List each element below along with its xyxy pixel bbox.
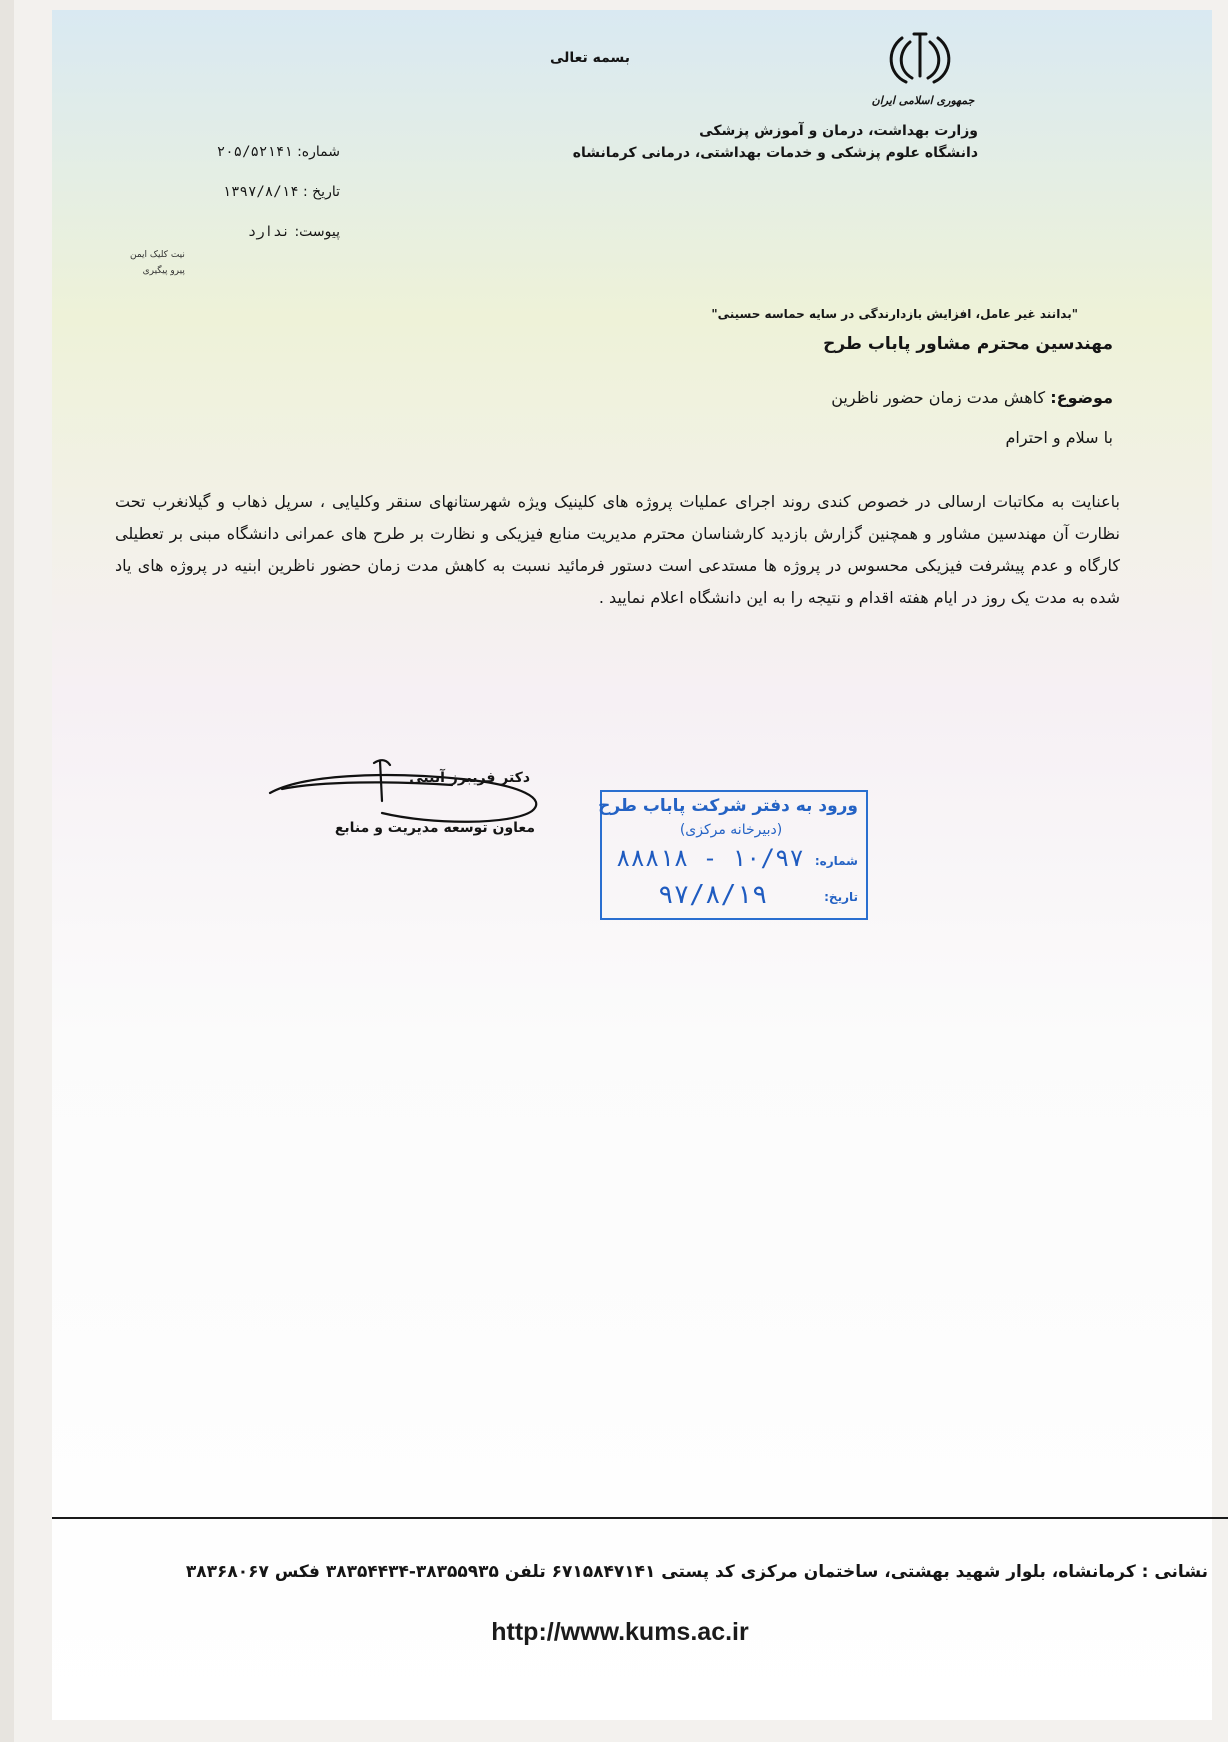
emblem-caption: جمهوری اسلامی ایران <box>871 94 975 107</box>
date-label: تاریخ : <box>302 184 340 200</box>
stamp-date-label: تاریخ: <box>824 890 858 904</box>
number-label: شماره: <box>297 144 340 160</box>
receipt-stamp <box>600 790 868 920</box>
footer-divider <box>52 1517 1228 1519</box>
bismillah: بسمه تعالی <box>549 50 631 66</box>
motto: "بدانند غیر عامل، افزایش بازدارندگی در سایه حماسه حسینی" <box>711 307 1078 321</box>
iran-emblem-icon <box>880 30 960 90</box>
subject-line <box>313 388 1113 407</box>
signatory-title: معاون توسعه مدیریت و منابع <box>334 820 535 836</box>
stamp-date-value: ۹۷/۸/۱۹ <box>658 880 768 910</box>
ministry-name: وزارت بهداشت، درمان و آموزش پزشکی <box>699 123 978 139</box>
letter-date <box>120 172 340 212</box>
letter-number <box>120 132 340 172</box>
handwritten-annotation <box>130 250 185 276</box>
greeting: با سلام و احترام <box>1005 428 1113 447</box>
annotation-line-2: پیرو پیگیری <box>142 266 185 276</box>
annotation-line-1: نیت کلیک ایمن <box>130 250 185 260</box>
stamp-number-label: شماره: <box>814 854 858 868</box>
stamp-number-value: ۱۰/۹۷ - ۸۸۸۱۸ <box>616 844 804 872</box>
letter-meta <box>120 132 340 252</box>
subject-label: موضوع: <box>1050 388 1113 407</box>
date-value: ۱۳۹۷/۸/۱۴ <box>222 184 299 200</box>
footer-website-link[interactable]: http://www.kums.ac.ir <box>491 1618 749 1646</box>
stamp-subtitle: (دبیرخانه مرکزی) <box>679 822 783 838</box>
stamp-title: ورود به دفتر شرکت پاباب طرح <box>598 796 858 816</box>
signatory-name: دکتر فریبرز آیینی <box>409 770 530 786</box>
attachment-label: پیوست: <box>294 224 340 240</box>
university-name: دانشگاه علوم پزشکی و خدمات بهداشتی، درمانی کرمانشاه <box>572 145 978 161</box>
letter-body: باعنایت به مکاتبات ارسالی در خصوص کندی روند اجرای عملیات پروژه های کلینیک ویژه شهرستانهای سنقر وکلیایی ، سرپل ذهاب و گیلانغرب تحت نظارت آن مهندسین مشاور و همچنین گزارش بازدید کارشناسان محترم مدیریت منابع فیزیکی و نظارت بر طرح های عمرانی دانشگاه مبنی بر تعطیلی کارگاه و عدم پیشرفت فیزیکی محسوس در پروژه ها مستدعی است دستور فرمائید نسبت به کاهش مدت زمان حضور ناظرین ابنیه در پروژه های یاد شده به مدت یک روز در ایام هفته اقدام و نتیجه را به این دانشگاه اعلام نمایید . <box>115 492 1120 607</box>
number-value: ۲۰۵/۵۲۱۴۱ <box>216 144 293 160</box>
footer-address: نشانی : کرمانشاه، بلوار شهید بهشتی، ساختمان مرکزی کد پستی ۶۷۱۵۸۴۷۱۴۱ تلفن ۳۸۳۵۵۹۳۵-۳۸۳۵۴۴۳۴ فکس ۳۸۳۶۸۰۶۷ <box>185 1562 1208 1582</box>
addressee: مهندسین محترم مشاور پاباب طرح <box>823 334 1113 354</box>
scan-edge <box>0 0 14 1742</box>
attachment-value: ندارد <box>247 224 290 240</box>
signature-scribble-icon <box>262 755 552 830</box>
subject-text: کاهش مدت زمان حضور ناظرین <box>831 388 1046 407</box>
letter-attachment <box>120 212 340 252</box>
ministry-header <box>558 96 978 164</box>
